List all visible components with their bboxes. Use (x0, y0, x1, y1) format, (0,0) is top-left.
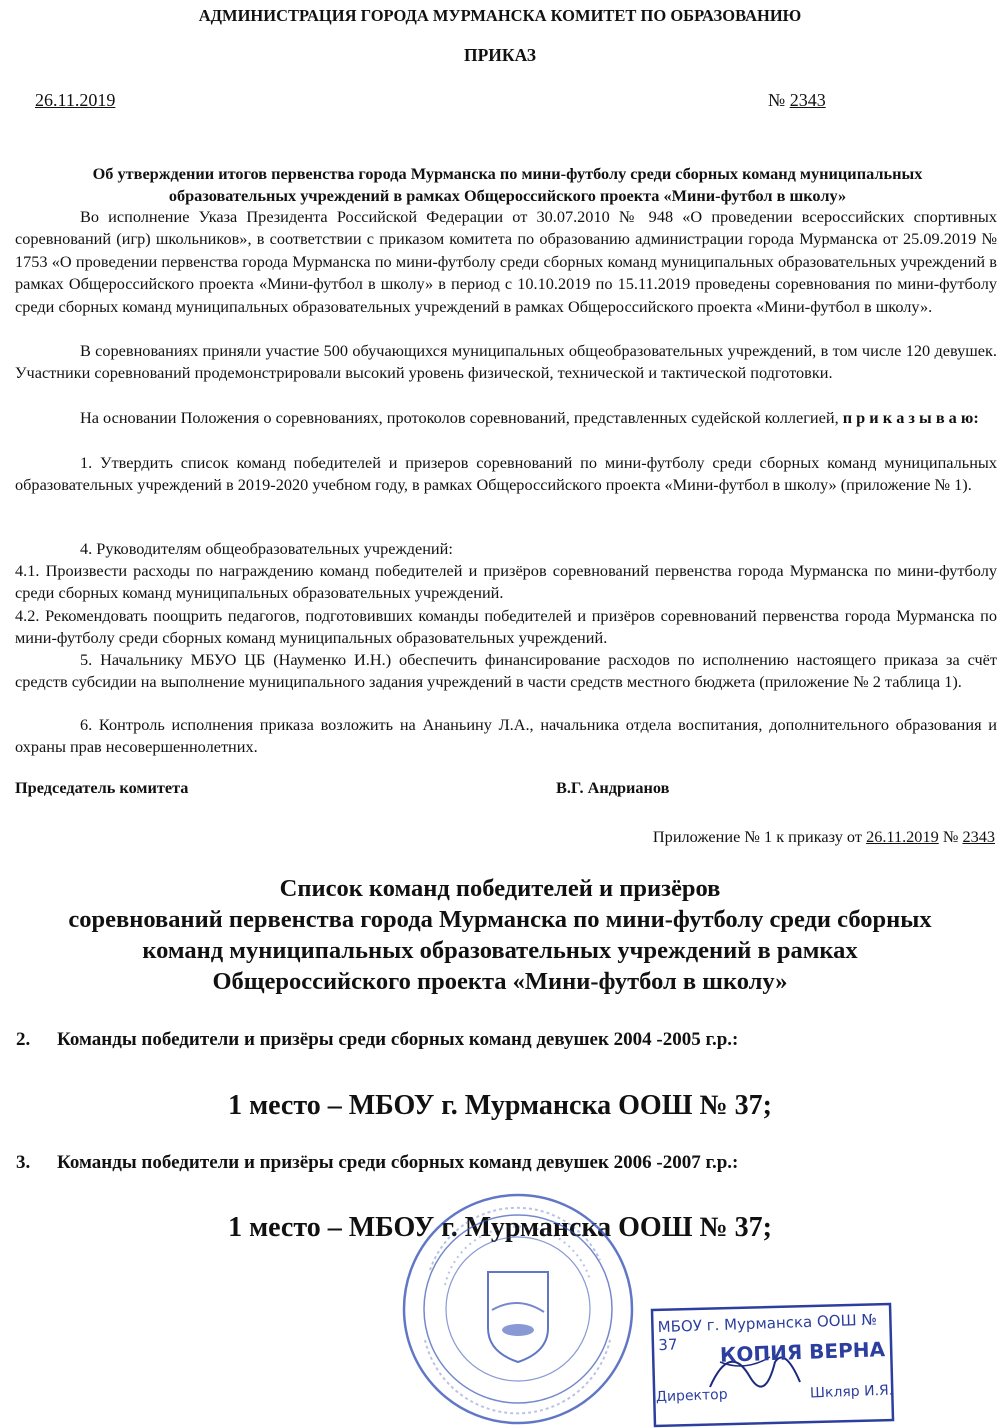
appendix-num-sign: № (942, 827, 959, 846)
section-3-place: 1 место – МБОУ г. Мурманска ООШ № 37; (228, 1212, 772, 1243)
item-4: 4. Руководителям общеобразовательных учреждений: (80, 539, 453, 558)
order-number (768, 90, 826, 111)
appendix-title-line-1: Список команд победителей и призёров (279, 875, 721, 902)
appendix-title (0, 873, 1000, 997)
section-2-number: 2. (16, 1029, 31, 1050)
appendix-number: 2343 (962, 827, 995, 846)
stamp-school-name: МБОУ г. Мурманска ООШ № 37 (657, 1310, 878, 1355)
appendix-prefix: Приложение № 1 к приказу от (652, 827, 862, 846)
paragraph-decree: Во исполнение Указа Президента Российской Федерации от 30.07.2010 № 948 «О проведении всероссийских спортивных соревнований (игр) школьников», в соответствии с приказом комитета по образованию администрации города Мурманска от 25.09.2019 № 1753 «О проведении первенства города Мурманска по мини-футболу среди сборных команд муниципальных образовательных учреждений в рамках Общероссийского проекта «Мини-футбол в школу» в период с 10.10.2019 по 15.11.2019 проведены соревнования по мини-футболу среди сборных команд муниципальных образовательных учреждений в рамках Общероссийского проекта «Мини-футбол в школу». (15, 207, 997, 316)
appendix-title-line-2: соревнований первенства города Мурманска по мини-футболу среди сборных (68, 906, 932, 933)
stamp-copy-certified: КОПИЯ ВЕРНА (719, 1337, 886, 1367)
signature-name: В.Г. Андрианов (556, 778, 670, 797)
item-6: 6. Контроль исполнения приказа возложить на Ананьину Л.А., начальника отдела воспитания, дополнительного образования и охраны прав несовершеннолетних. (15, 715, 997, 757)
copy-certified-stamp (650, 1302, 895, 1428)
document-type: ПРИКАЗ (463, 45, 537, 65)
signature-position: Председатель комитета (15, 778, 189, 797)
round-seal-stamp (400, 1190, 635, 1428)
basis-text: На основании Положения о соревнованиях, протоколов соревнований, представленных судейской коллегией, (80, 408, 839, 427)
organization-name: АДМИНИСТРАЦИЯ ГОРОДА МУРМАНСКА КОМИТЕТ ПО ОБРАЗОВАНИЮ (198, 6, 802, 25)
stamp-director-name: Шкляр И.Я. (809, 1382, 894, 1402)
section-2-heading: Команды победители и призёры среди сборных команд девушек 2004 -2005 г.р.: (57, 1029, 739, 1050)
appendix-title-line-3: команд муниципальных образовательных учреждений в рамках (142, 937, 858, 964)
section-2-place: 1 место – МБОУ г. Мурманска ООШ № 37; (228, 1090, 772, 1121)
number-value: 2343 (789, 90, 826, 110)
section-3-number: 3. (16, 1152, 31, 1173)
item-1: 1. Утвердить список команд победителей и призеров соревнований по мини-футболу среди сборных команд муниципальных образовательных учреждений в 2019-2020 учебном году, в рамках Общероссийского проекта «Мини-футбол в школу» (приложение № 1). (15, 453, 997, 495)
appendix-title-line-4: Общероссийского проекта «Мини-футбол в школу» (212, 968, 788, 995)
title-line-1: Об утверждении итогов первенства города Мурманска по мини-футболу среди сборных команд муниципальных (92, 164, 923, 183)
paragraph-participants: В соревнованиях приняли участие 500 обучающихся муниципальных общеобразовательных учреждений, в том числе 120 девушек. Участники соревнований продемонстрировали высокий уровень физической, технической и тактической подготовки. (15, 341, 997, 383)
item-4-1: 4.1. Произвести расходы по награждению команд победителей и призёров соревнований первенства города Мурманска по мини-футболу среди сборных команд муниципальных образовательных учреждений. (15, 561, 997, 603)
title-line-2: образовательных учреждений в рамках Общероссийского проекта «Мини-футбол в школу» (168, 186, 847, 205)
appendix-date: 26.11.2019 (866, 827, 939, 846)
paragraph-basis (15, 407, 997, 429)
stamp-director-label: Директор (655, 1386, 728, 1406)
item-5: 5. Начальнику МБУО ЦБ (Науменко И.Н.) обеспечить финансирование расходов по исполнению настоящего приказа за счёт средств субсидии на выполнение муниципального задания учреждений в части средств местного бюджета (приложение № 2 таблица 1). (15, 650, 997, 692)
item-4-2: 4.2. Рекомендовать поощрить педагогов, подготовивших команды победителей и призёров соревнований первенства города Мурманска по мини-футболу среди сборных команд муниципальных образовательных учреждений. (15, 606, 997, 648)
order-title (15, 163, 1000, 207)
appendix-reference (653, 827, 995, 847)
number-sign: № (768, 90, 786, 110)
order-word: п р и к а з ы в а ю: (842, 408, 979, 427)
order-date: 26.11.2019 (35, 90, 116, 110)
section-3-heading: Команды победители и призёры среди сборных команд девушек 2006 -2007 г.р.: (57, 1152, 739, 1173)
